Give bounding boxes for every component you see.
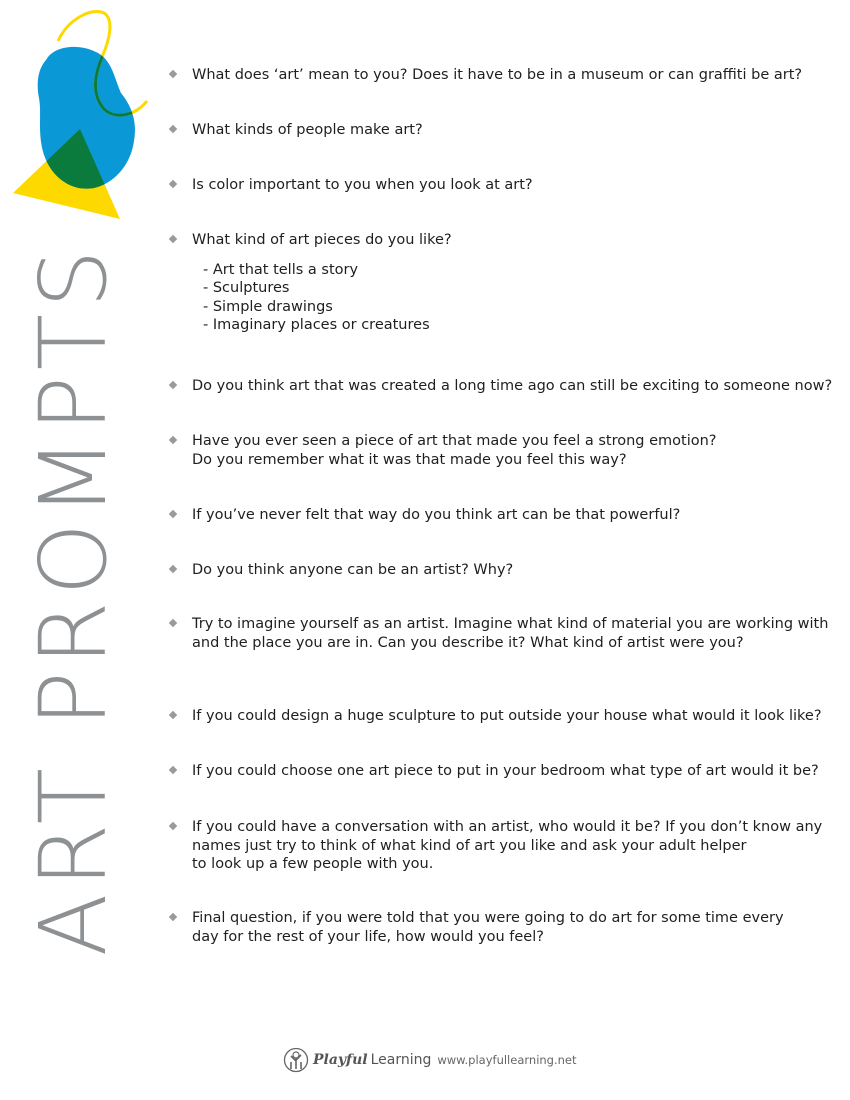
- prompt-text: [192, 231, 830, 250]
- prompt-item: [170, 909, 830, 946]
- prompt-text: [192, 121, 830, 140]
- diamond-bullet-icon: [169, 510, 177, 518]
- diamond-bullet-icon: [169, 381, 177, 389]
- prompt-item: [170, 561, 830, 580]
- prompt-line: Try to imagine yourself as an artist. Imagine what kind of material you are working with: [192, 616, 829, 632]
- prompt-item: [170, 377, 833, 396]
- diamond-bullet-icon: [169, 436, 177, 444]
- prompt-item: [170, 231, 830, 335]
- prompt-text: [192, 707, 830, 726]
- abstract-art-graphic: [10, 5, 155, 225]
- diamond-bullet-icon: [169, 180, 177, 188]
- diamond-bullet-icon: [169, 913, 177, 921]
- prompt-line: to look up a few people with you.: [192, 856, 434, 872]
- prompt-item: [170, 707, 830, 726]
- diamond-bullet-icon: [169, 125, 177, 133]
- diamond-bullet-icon: [169, 822, 177, 830]
- prompt-line: Is color important to you when you look at art?: [192, 177, 533, 193]
- prompt-item: [170, 432, 830, 469]
- diamond-bullet-icon: [169, 235, 177, 243]
- art-type-item: - Imaginary places or creatures: [203, 317, 430, 333]
- art-type-item: - Simple drawings: [203, 298, 333, 315]
- tree-logo-icon: [283, 1047, 309, 1073]
- prompt-line: If you could design a huge sculpture to put outside your house what would it look like?: [192, 708, 822, 724]
- prompt-text: [192, 66, 830, 85]
- prompt-line: If you could have a conversation with an artist, who would it be? If you don’t know any: [192, 819, 823, 835]
- art-type-item: - Art that tells a story: [203, 261, 359, 278]
- brand-name-learning: Learning: [370, 1052, 432, 1068]
- prompt-line: day for the rest of your life, how would you feel?: [192, 928, 544, 945]
- footer: [283, 1046, 577, 1074]
- brand-name-playful: Playful: [313, 1052, 368, 1068]
- prompt-line: Have you ever seen a piece of art that made you feel a strong emotion?: [192, 433, 717, 449]
- prompt-text: [192, 432, 830, 469]
- prompt-text: [192, 615, 830, 652]
- prompt-item: [170, 176, 830, 195]
- prompt-line: Do you think anyone can be an artist? Why?: [192, 562, 514, 578]
- prompt-text: [192, 377, 833, 396]
- prompt-item: [170, 66, 830, 85]
- prompt-line: What kinds of people make art?: [192, 122, 423, 138]
- prompt-item: [170, 506, 830, 525]
- prompt-item: [170, 818, 830, 874]
- prompt-line: Do you think art that was created a long time ago can still be exciting to someone now?: [192, 378, 833, 394]
- prompt-text: [192, 762, 830, 781]
- prompt-line: and the place you are in. Can you describe it? What kind of artist were you?: [192, 634, 744, 651]
- diamond-bullet-icon: [169, 619, 177, 627]
- prompt-text: [192, 176, 830, 195]
- prompt-item: [170, 615, 830, 652]
- diamond-bullet-icon: [169, 711, 177, 719]
- page-title: ART PROMPTS: [20, 243, 127, 957]
- prompt-text: [192, 818, 830, 874]
- diamond-bullet-icon: [169, 70, 177, 78]
- art-type-item: - Sculptures: [203, 280, 290, 296]
- art-type-list: [203, 261, 830, 335]
- prompt-line: Final question, if you were told that you were going to do art for some time every: [192, 910, 784, 926]
- diamond-bullet-icon: [169, 565, 177, 573]
- prompt-text: [192, 909, 830, 946]
- prompt-line: What does ‘art’ mean to you? Does it have to be in a museum or can graffiti be art?: [192, 67, 803, 83]
- prompt-line: What kind of art pieces do you like?: [192, 232, 452, 248]
- prompt-text: [192, 561, 830, 580]
- prompt-line: If you’ve never felt that way do you think art can be that powerful?: [192, 507, 681, 523]
- prompt-text: [192, 506, 830, 525]
- prompt-item: [170, 762, 830, 781]
- diamond-bullet-icon: [169, 766, 177, 774]
- prompt-line: Do you remember what it was that made you feel this way?: [192, 451, 627, 468]
- website-link[interactable]: www.playfullearning.net: [437, 1053, 577, 1067]
- prompt-item: [170, 121, 830, 140]
- prompt-line: If you could choose one art piece to put in your bedroom what type of art would it be?: [192, 763, 819, 779]
- prompt-line: names just try to think of what kind of art you like and ask your adult helper: [192, 837, 747, 854]
